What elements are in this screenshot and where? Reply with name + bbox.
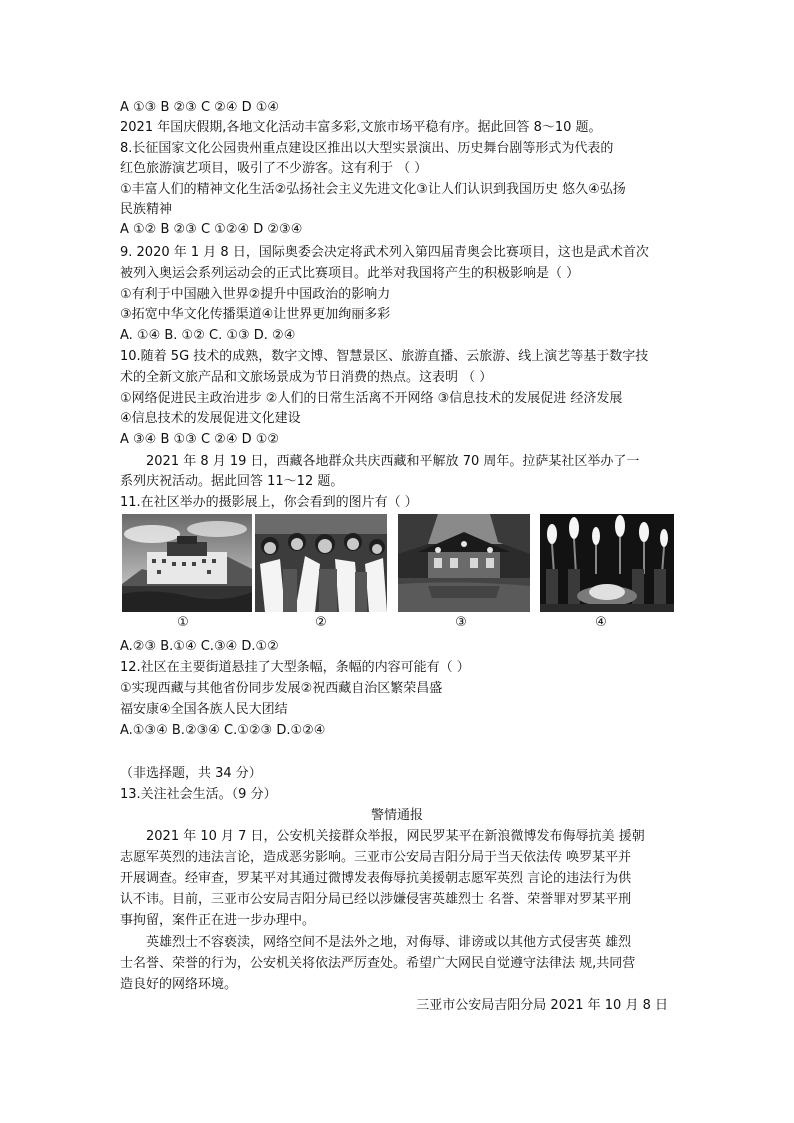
photo-waterside-pavilion	[398, 514, 530, 612]
notice-para2-line2: 士名誉、荣誉的行为，公安机关将依法严厉查处。希望广大网民自觉遵守法律法 规,共同营	[120, 956, 636, 971]
photo-caption-4: ④	[595, 615, 607, 630]
q9-choices-2: ③拓宽中华文化传播渠道④让世界更加绚丽多彩	[120, 307, 391, 322]
q9-stem-2: 被列入奥运会系列运动会的正式比赛项目。此举对我国将产生的积极影响是（ ）	[120, 266, 580, 281]
q8-stem-1: 8.长征国家文化公园贵州重点建设区推出以大型实景演出、历史舞台剧等形式为代表的	[120, 141, 614, 156]
q10-options: A ③④ B ①③ C ②④ D ①②	[120, 432, 280, 447]
notice-para1-line5: 事拘留，案件正在进一步办理中。	[120, 913, 316, 928]
photo-torch-celebration	[540, 514, 674, 612]
section-intro-3: 系列庆祝活动。据此回答 11～12 题。	[120, 474, 344, 489]
photo-potala-palace	[122, 514, 252, 612]
q10-stem-1: 10.随着 5G 技术的成熟，数字文博、智慧景区、旅游直播、云旅游、线上演艺等基于数字技	[120, 349, 649, 364]
q9-choices-1: ①有利于中国融入世界②提升中国政治的影响力	[120, 287, 391, 302]
q12-options: A.①③④ B.②③④ C.①②③ D.①②④	[120, 723, 326, 738]
q8-stem-2: 红色旅游演艺项目，吸引了不少游客。这有利于 （ ）	[120, 161, 428, 176]
section-intro-2: 2021 年 8 月 19 日，西藏各地群众共庆西藏和平解放 70 周年。拉萨某社区举办了一	[146, 454, 640, 469]
q7-options: A ①③ B ②③ C ②④ D ①④	[120, 100, 280, 115]
q11-stem: 11.在社区举办的摄影展上，你会看到的图片有（ ）	[120, 495, 418, 510]
non-choice-section-title: （非选择题，共 34 分）	[120, 766, 262, 781]
q9-options: A. ①④ B. ①② C. ①③ D. ②④	[120, 328, 296, 343]
q8-choices-2: 民族精神	[120, 202, 173, 217]
photo-celebrating-crowd	[255, 514, 387, 612]
notice-para1-line1: 2021 年 10 月 7 日，公安机关接群众举报，网民罗某平在新浪微博发布侮辱抗美 援朝	[146, 829, 645, 844]
notice-para2-line1: 英雄烈士不容亵渎，网络空间不是法外之地，对侮辱、诽谤或以其他方式侵害英 雄烈	[146, 935, 632, 950]
notice-title: 警情通报	[370, 808, 423, 823]
notice-signature: 三亚市公安局吉阳分局 2021 年 10 月 8 日	[416, 998, 668, 1013]
notice-para2-line3: 造良好的网络环境。	[120, 977, 238, 992]
notice-para1-line2: 志愿军英烈的违法言论，造成恶劣影响。三亚市公安局吉阳分局于当天依法传 唤罗某平并	[120, 850, 632, 865]
notice-para1-line3: 开展调查。经审查，罗某平对其通过微博发表侮辱抗美援朝志愿军英烈 言论的违法行为供	[120, 871, 632, 886]
q12-choices-2: 福安康④全国各族人民大团结	[120, 702, 288, 717]
q10-choices-2: ④信息技术的发展促进文化建设	[120, 411, 301, 426]
q13-stem: 13.关注社会生活。（9 分）	[120, 787, 277, 802]
photo-caption-2: ②	[315, 615, 327, 630]
q10-stem-2: 术的全新文旅产品和文旅场景成为节日消费的热点。这表明 （ ）	[120, 370, 493, 385]
q10-choices-1: ①网络促进民主政治进步 ②人们的日常生活离不开网络 ③信息技术的发展促进 经济发展	[120, 391, 623, 406]
q12-choices-1: ①实现西藏与其他省份同步发展②祝西藏自治区繁荣昌盛	[120, 681, 443, 696]
q12-stem: 12.社区在主要街道悬挂了大型条幅，条幅的内容可能有（ ）	[120, 660, 470, 675]
q8-options: A ①② B ②③ C ①②④ D ②③④	[120, 222, 303, 237]
q11-options: A.②③ B.①④ C.③④ D.①②	[120, 639, 279, 654]
photo-caption-1: ①	[177, 615, 189, 630]
section-intro: 2021 年国庆假期,各地文化活动丰富多彩,文旅市场平稳有序。据此回答 8～10 题。	[120, 120, 602, 135]
q8-choices-1: ①丰富人们的精神文化生活②弘扬社会主义先进文化③让人们认识到我国历史 悠久④弘扬	[120, 182, 626, 197]
notice-para1-line4: 认不讳。目前，三亚市公安局吉阳分局已经以涉嫌侵害英雄烈士 名誉、荣誉罪对罗某平刑	[120, 892, 632, 907]
q9-stem-1: 9. 2020 年 1 月 8 日，国际奥委会决定将武术列入第四届青奥会比赛项目，这也是武术首次	[120, 245, 649, 260]
photo-exhibit	[122, 514, 674, 614]
photo-caption-3: ③	[455, 615, 467, 630]
